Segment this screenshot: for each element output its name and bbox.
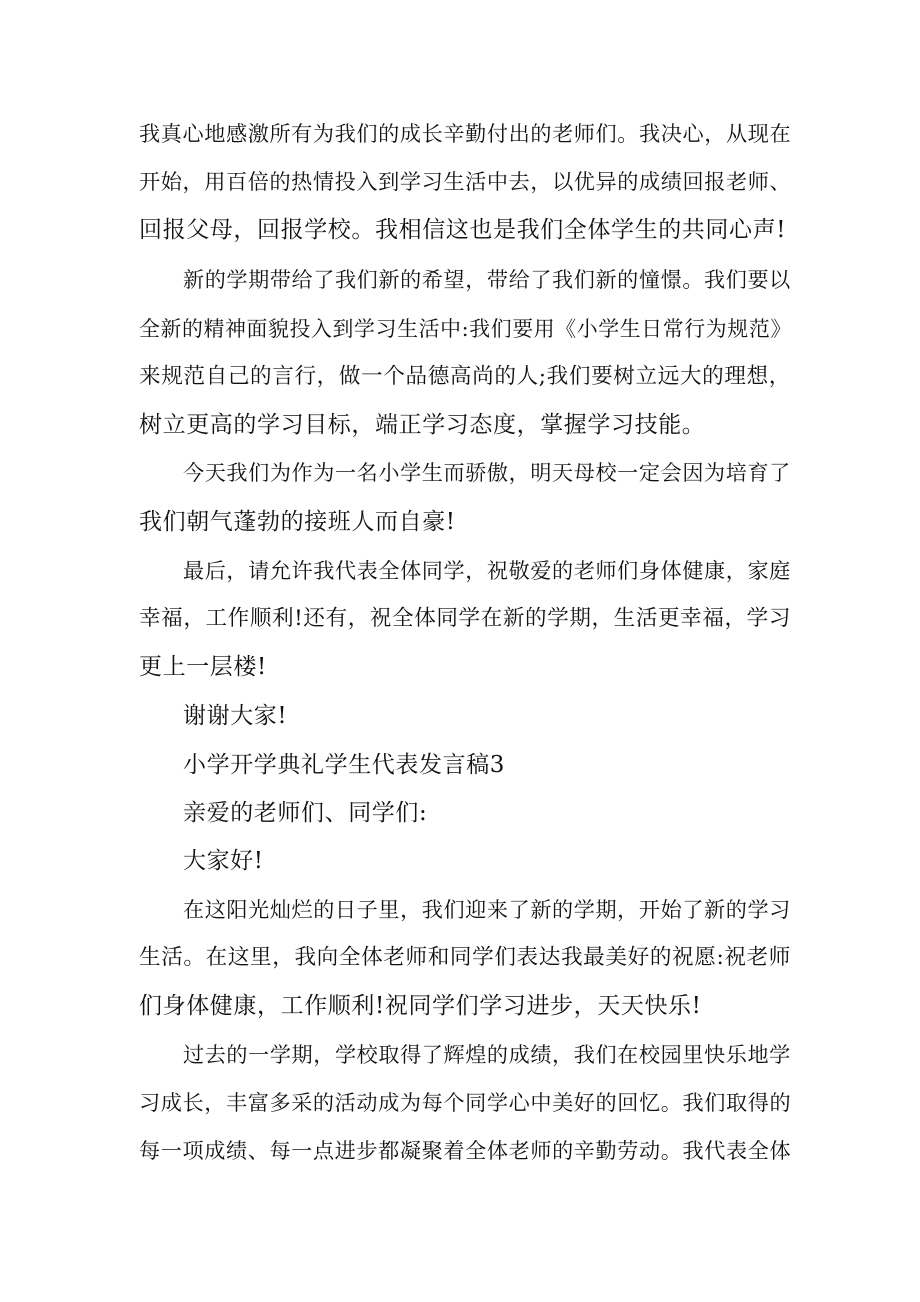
text-line: 回报父母，回报学校。我相信这也是我们全体学生的共同心声!: [139, 217, 787, 243]
text-line: 生活。在这里，我向全体老师和同学们表达我最美好的祝愿:祝老师: [139, 945, 791, 970]
text-line: 今天我们为作为一名小学生而骄傲，明天母校一定会因为培育了: [183, 460, 791, 485]
text-line: 习成长，丰富多采的活动成为每个同学心中美好的回忆。我们取得的: [139, 1090, 792, 1115]
text-line: 过去的一学期，学校取得了辉煌的成绩，我们在校园里快乐地学: [183, 1042, 791, 1067]
text-line: 谢谢大家!: [183, 703, 288, 729]
text-line: 在这阳光灿烂的日子里，我们迎来了新的学期，开始了新的学习: [183, 897, 791, 922]
text-line: 每一项成绩、每一点进步都凝聚着全体老师的辛勤劳动。我代表全体: [139, 1138, 792, 1163]
text-line: 新的学期带给了我们新的希望，带给了我们新的憧憬。我们要以: [183, 267, 791, 292]
section-title: 小学开学典礼学生代表发言稿3: [183, 752, 506, 778]
text-line: 树立更高的学习目标，端正学习态度，掌握学习技能。: [139, 412, 706, 438]
text-line: 开始，用百倍的热情投入到学习生活中去，以优异的成绩回报老师、: [139, 169, 792, 194]
text-line: 幸福，工作顺利!还有，祝全体同学在新的学期，生活更幸福，学习: [139, 606, 791, 631]
greeting: 大家好!: [183, 848, 264, 874]
text-line: 来规范自己的言行，做一个品德高尚的人;我们要树立远大的理想，: [139, 364, 791, 389]
text-line: 我真心地感激所有为我们的成长辛勤付出的老师们。我决心，从现在: [139, 121, 792, 146]
text-line: 们身体健康，工作顺利!祝同学们学习进步，天天快乐!: [139, 993, 702, 1019]
text-line: 最后，请允许我代表全体同学，祝敬爱的老师们身体健康，家庭: [183, 558, 791, 583]
text-line: 我们朝气蓬勃的接班人而自豪!: [139, 509, 456, 535]
text-line: 全新的精神面貌投入到学习生活中:我们要用《小学生日常行为规范》: [139, 317, 792, 341]
text-line: 更上一层楼!: [139, 654, 267, 680]
salutation: 亲爱的老师们、同学们:: [183, 800, 428, 826]
